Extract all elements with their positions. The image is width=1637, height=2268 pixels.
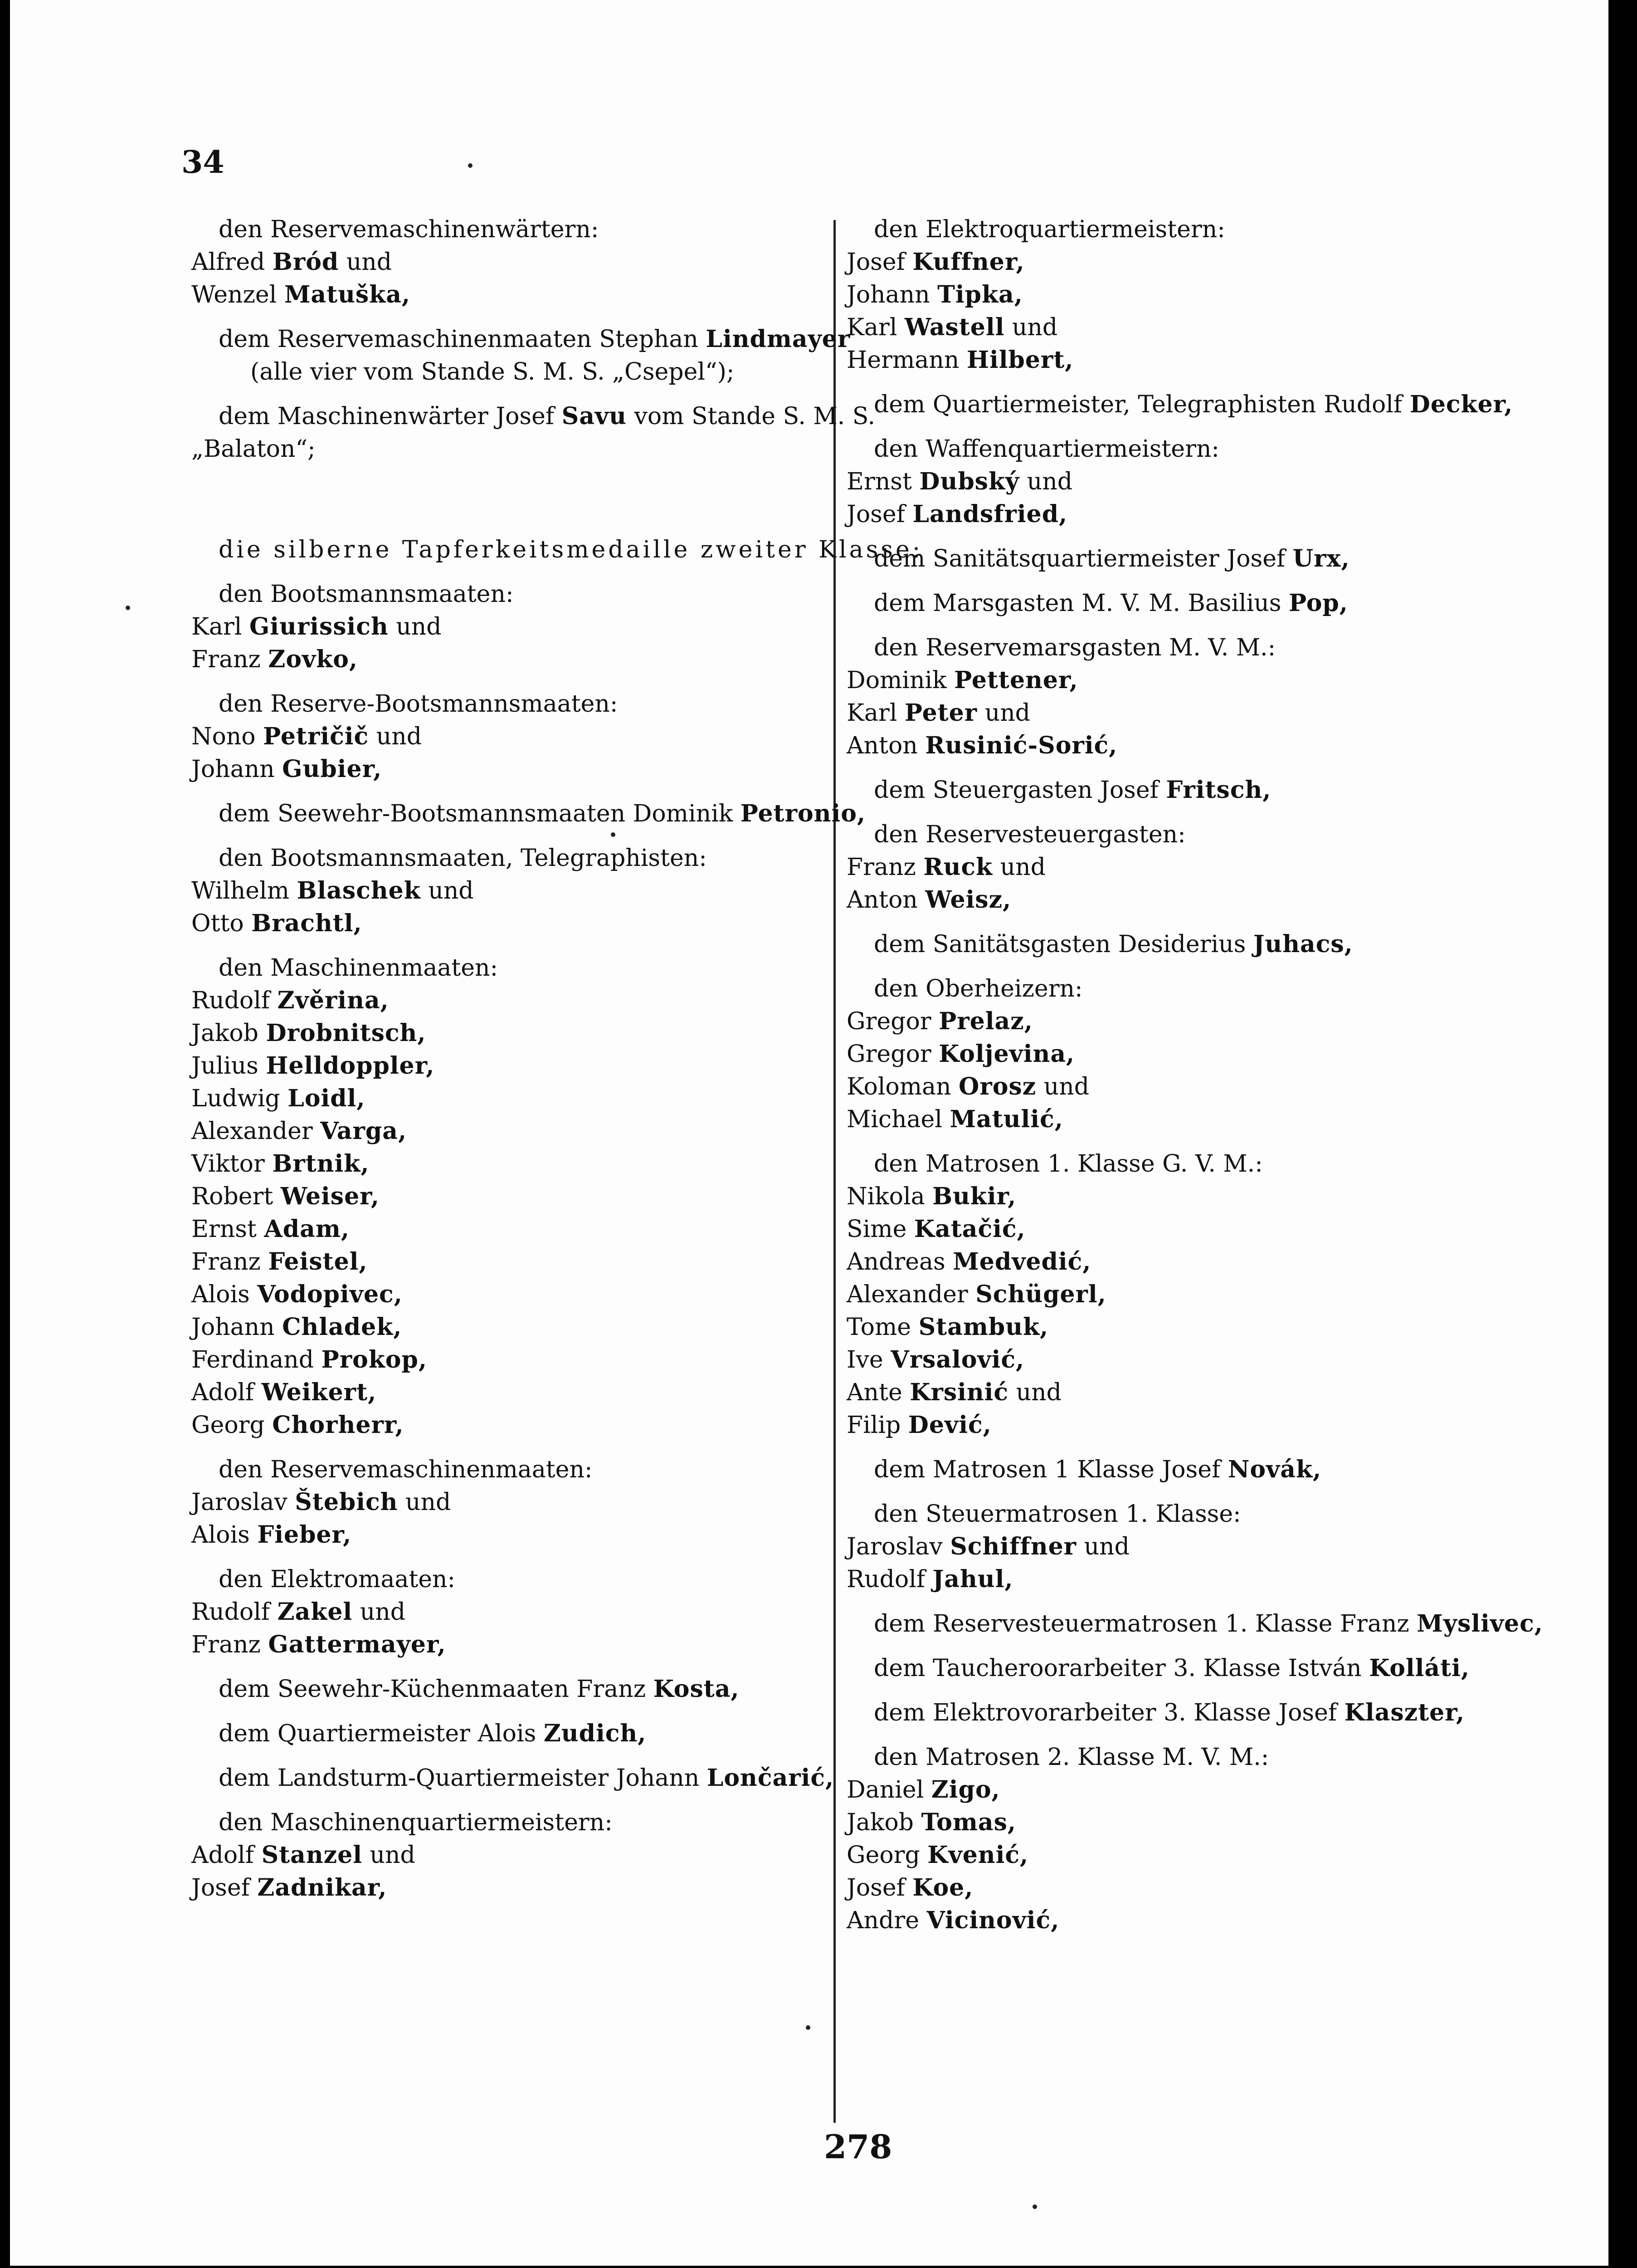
name-entry: Karl Giurissich und [191, 613, 442, 640]
award-line: dem Reservesteuermatrosen 1. Klasse Franz Myslivec, [874, 1610, 1543, 1637]
footer-page-number: 278 [824, 2127, 892, 2166]
name-entry: Johann Tipka, [847, 281, 1023, 308]
name-entry: Dominik Pettener, [847, 666, 1078, 694]
name-entry: Alois Fieber, [191, 1521, 352, 1549]
name-entry: Gregor Prelaz, [847, 1007, 1033, 1035]
award-line: dem Quartiermeister Alois Zudich, [219, 1720, 647, 1747]
name-entry: Karl Peter und [847, 699, 1030, 727]
name-entry: Franz Feistel, [191, 1248, 368, 1276]
ink-speck [1033, 2204, 1037, 2209]
name-entry: Franz Gattermayer, [191, 1631, 446, 1658]
award-line: dem Quartiermeister, Telegraphisten Rudolf Decker, [874, 391, 1513, 418]
ink-speck [611, 832, 615, 837]
name-entry: Georg Chorherr, [191, 1411, 404, 1439]
page-number: 34 [181, 144, 224, 181]
name-entry: Viktor Brtnik, [191, 1150, 370, 1178]
name-entry: Nikola Bukir, [847, 1183, 1017, 1210]
name-entry: Ludwig Loidl, [191, 1085, 365, 1112]
award-line: dem Taucheroorarbeiter 3. Klasse István Kolláti, [874, 1654, 1470, 1682]
section-heading: den Matrosen 1. Klasse G. V. M.: [874, 1150, 1263, 1178]
name-entry: Anton Rusinić-Sorić, [847, 732, 1118, 759]
name-entry: Rudolf Zvěrina, [191, 987, 389, 1014]
name-entry: Jakob Tomas, [847, 1809, 1016, 1836]
name-entry: Rudolf Zakel und [191, 1598, 405, 1626]
section-heading: den Reservemarsgasten M. V. M.: [874, 634, 1276, 661]
name-entry: Alexander Varga, [191, 1117, 407, 1145]
section-heading: den Maschinenmaaten: [219, 954, 498, 982]
note-line: (alle vier vom Stande S. M. S. „Csepel“); [250, 358, 735, 386]
name-entry: Andre Vicinović, [847, 1906, 1060, 1934]
name-entry: Josef Kuffner, [847, 248, 1025, 276]
ink-speck [126, 606, 130, 610]
name-entry: Ferdinand Prokop, [191, 1346, 427, 1374]
section-heading: den Reservemaschinenmaaten: [219, 1456, 593, 1483]
name-entry: Franz Ruck und [847, 853, 1046, 881]
name-entry: Alfred Bród und [191, 248, 392, 276]
name-entry: Ernst Dubský und [847, 468, 1073, 495]
name-entry: Andreas Medvedić, [847, 1248, 1091, 1276]
name-entry: Karl Wastell und [847, 313, 1058, 341]
name-entry: Wilhelm Blaschek und [191, 877, 474, 904]
name-entry: Wenzel Matuška, [191, 281, 410, 308]
name-entry: Franz Zovko, [191, 645, 358, 673]
medal-heading: die silberne Tapferkeitsmedaille zweiter Klasse: [219, 536, 923, 563]
name-entry: Filip Dević, [847, 1411, 992, 1439]
ink-speck [806, 2025, 810, 2030]
section-heading: den Reservesteuergasten: [874, 821, 1186, 848]
name-entry: Rudolf Jahul, [847, 1565, 1013, 1593]
name-entry: Josef Zadnikar, [191, 1874, 387, 1901]
section-heading: den Matrosen 2. Klasse M. V. M.: [874, 1744, 1269, 1771]
name-entry: Tome Stambuk, [847, 1313, 1049, 1341]
section-heading: den Maschinenquartiermeistern: [219, 1809, 613, 1836]
section-heading: den Steuermatrosen 1. Klasse: [874, 1501, 1241, 1528]
section-heading: den Reservemaschinenwärtern: [219, 216, 599, 243]
award-line: dem Reservemaschinenmaaten Stephan Lindmayer [219, 325, 851, 353]
award-line: dem Sanitätsquartiermeister Josef Urx, [874, 545, 1350, 572]
section-heading: den Oberheizern: [874, 975, 1083, 1002]
award-line: dem Marsgasten M. V. M. Basilius Pop, [874, 589, 1348, 617]
name-entry: Julius Helldoppler, [191, 1052, 435, 1080]
note-line: „Balaton“; [191, 435, 316, 463]
name-entry: Ante Krsinić und [847, 1378, 1062, 1406]
name-entry: Adolf Stanzel und [191, 1841, 415, 1869]
name-entry: Gregor Koljevina, [847, 1040, 1075, 1068]
name-entry: Josef Koe, [847, 1874, 974, 1901]
name-entry: Alois Vodopivec, [191, 1281, 403, 1308]
award-line: dem Matrosen 1 Klasse Josef Novák, [874, 1456, 1322, 1483]
award-line: dem Elektrovorarbeiter 3. Klasse Josef Klaszter, [874, 1699, 1465, 1726]
award-line: dem Maschinenwärter Josef Savu vom Stande S. M. S. [219, 402, 876, 430]
right-column [847, 213, 1543, 1937]
section-heading: den Elektromaaten: [219, 1566, 456, 1593]
name-entry: Johann Gubier, [191, 755, 382, 783]
name-entry: Robert Weiser, [191, 1183, 380, 1210]
award-line: dem Steuergasten Josef Fritsch, [874, 776, 1272, 804]
award-line: dem Seewehr-Küchenmaaten Franz Kosta, [219, 1675, 740, 1703]
ink-speck [468, 163, 473, 168]
name-entry: Ernst Adam, [191, 1215, 350, 1243]
name-entry: Georg Kvenić, [847, 1841, 1029, 1869]
name-entry: Adolf Weikert, [191, 1378, 377, 1406]
document-page [10, 0, 1608, 2266]
name-entry: Michael Matulić, [847, 1105, 1063, 1133]
section-heading: den Reserve-Bootsmannsmaaten: [219, 690, 618, 718]
section-heading: den Bootsmannsmaaten: [219, 581, 514, 608]
section-heading: den Elektroquartiermeistern: [874, 216, 1225, 243]
name-entry: Josef Landsfried, [847, 500, 1068, 528]
name-entry: Johann Chladek, [191, 1313, 402, 1341]
award-line: dem Sanitätsgasten Desiderius Juhacs, [874, 930, 1353, 958]
name-entry: Nono Petričič und [191, 723, 422, 750]
name-entry: Sime Katačić, [847, 1215, 1026, 1243]
award-line: dem Landsturm-Quartiermeister Johann Lončarić, [219, 1764, 834, 1792]
section-heading: den Waffenquartiermeistern: [874, 435, 1219, 463]
name-entry: Daniel Zigo, [847, 1776, 1000, 1804]
name-entry: Jaroslav Štebich und [191, 1488, 451, 1516]
column-divider [833, 220, 836, 2123]
award-line: dem Seewehr-Bootsmannsmaaten Dominik Petronio, [219, 800, 866, 827]
name-entry: Jakob Drobnitsch, [191, 1019, 426, 1047]
section-heading: den Bootsmannsmaaten, Telegraphisten: [219, 845, 707, 872]
name-entry: Otto Brachtl, [191, 909, 362, 937]
name-entry: Hermann Hilbert, [847, 346, 1074, 374]
name-entry: Jaroslav Schiffner und [847, 1533, 1130, 1560]
name-entry: Koloman Orosz und [847, 1073, 1090, 1100]
name-entry: Anton Weisz, [847, 886, 1012, 914]
name-entry: Alexander Schügerl, [847, 1281, 1106, 1308]
name-entry: Ive Vrsalović, [847, 1346, 1025, 1374]
